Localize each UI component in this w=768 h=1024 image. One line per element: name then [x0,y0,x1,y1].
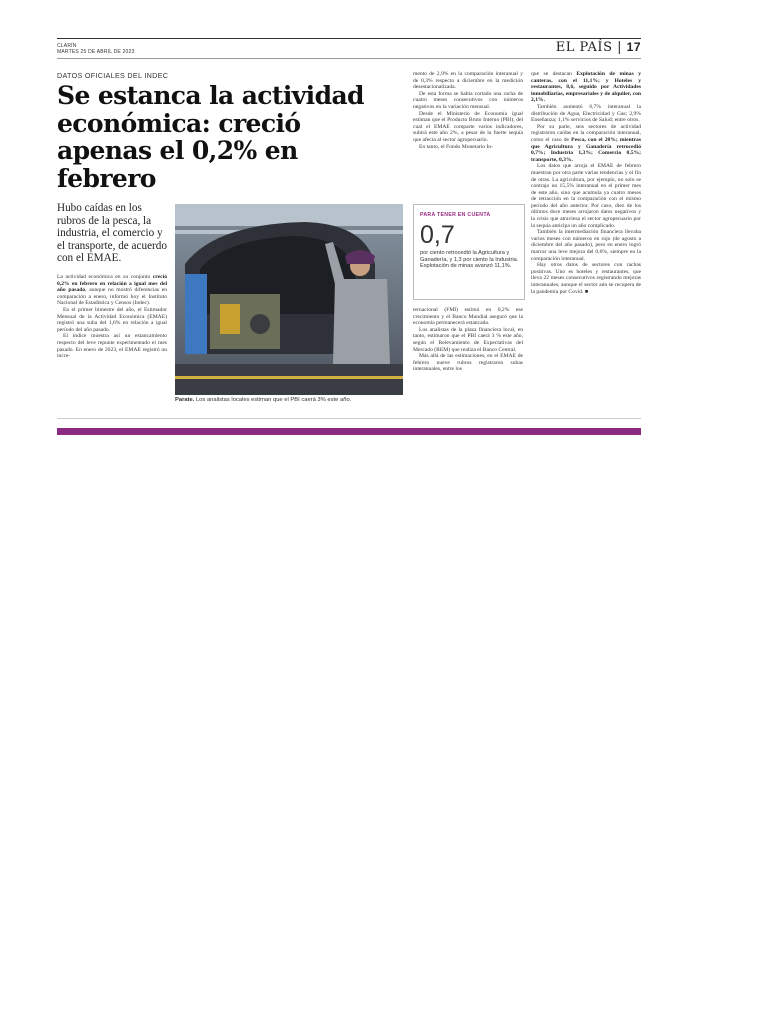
sidebar-box [413,204,525,300]
body-paragraph [531,124,641,164]
text-run: Por su parte, seis sectores de actividad registraron caídas en la comparación interanual, como el caso de [531,123,641,143]
section-color-bar [57,428,641,435]
text-bold-run: Explotación de minas y canteras, con el 11,1%; y Hoteles y restaurantes, 8,6, seguido por Actividades inmobiliarias, empresariales y de alquiler, con 2,1%. [531,71,642,104]
body-paragraph: En el primer bimestre del año, el Estimador Mensual de la Actividad Económica (EMAE) registró una suba del 1,6% en relación a igual período del año pasado. [57,306,167,333]
sidebar-text: por ciento retrocedió la Agricultura y Ganadería, y 1,3 por ciento la Industria. Explotación de minas avanzó 11,1%. [420,250,519,270]
body-column-1 [57,274,167,360]
article-kicker: DATOS OFICIALES DEL INDEC [57,71,169,80]
body-paragraph: En tanto, el Fondo Monetario In- [419,143,493,150]
text-bold-run: Pesca, con el 20%; mientras que Agricultura y Ganadería retrocedió 0,7%; Industria 1,3%; Comercio 0,5%; transporte, 0,3%. [531,136,642,163]
footer-rule [57,418,641,419]
body-paragraph [57,274,167,307]
body-paragraph: ternacional (FMI) estimó en 0,2% ese crecimiento y el Banco Mundial aseguró que la economía permanecerá estancada. [413,307,523,327]
body-paragraph: También la intermediación financiera llevaba varios meses con números en rojo (de agosto a diciembre del año pasado), pero en enero logró marcar una leve mejora del 0,6%, siempre en la comparación interanual. [531,229,641,262]
top-rule [57,38,641,39]
body-paragraph: Hay otros datos de sectores con rachas positivas. Uno es hoteles y restaurantes, que lleva 22 meses consecutivos registrando mejoras interanuales, aunque el sector aún se recupera de la pandemia por Covid. ■ [531,262,641,295]
factory-worker-image [175,204,403,395]
body-paragraph [531,71,641,104]
body-column-3-bottom [413,307,523,373]
body-paragraph: mento de 2,9% en la comparación interanual y de 0,3% respecto a diciembre en la medición desestacionalizada. [413,71,523,91]
masthead-section [556,40,641,55]
text-run: , aunque no mostró diferencias en comparación a enero, informó hoy el Instituto Nacional de Estadística y Censos (Indec). [57,287,167,307]
text-run: que se destacan [531,71,577,77]
caption-text: Los analistas locales estiman que el PBI caerá 3% este año. [194,397,352,403]
body-paragraph: El índice muestra así un estancamiento respecto del leve repunte experimentado el mes pasado. En enero de 2023, el EMAE registró un incre- [57,333,167,360]
caption-label: Parate. [175,397,195,403]
body-paragraph: También aumentó 6,7% interanual la distribución de Agua, Electricidad y Gas; 2,9% Enseñanza; 1,1% servicios de Salud; entre otros. [531,103,641,124]
section-divider: | [612,40,627,55]
body-column-4 [531,71,641,295]
section-name: EL PAÍS [555,40,613,55]
body-paragraph: Desde el Ministerio de Economía igual estiman que el Producto Bruto Interno (PBI), del cual el EMAE comparte varios indicadores, subirá este año 2%, a pesar de la fuerte sequía que afecta al sector agropecuario. [413,110,523,143]
photo-caption [175,397,403,403]
masthead-source-name: CLARÍN [57,43,77,49]
sidebar-title: PARA TENER EN CUENTA [420,212,491,218]
header-rule [57,58,641,59]
sidebar-number: 0,7 [420,221,455,249]
body-paragraph: De esta forma se había cortado una racha de cuatro meses consecutivos con números negativos en la variación mensual. [413,90,523,110]
body-paragraph: Más allá de las estimaciones, en el EMAE de febrero nueve rubros registraron subas interanuales, entre los [413,353,523,373]
article-headline: Se estanca la actividad económica: creció apenas el 0,2% en febrero [57,81,364,193]
masthead-source [57,43,134,55]
article-deck: Hubo caídas en los rubros de la pesca, la industria, el comercio y el transporte, de acuerdo con el EMAE. [57,202,167,265]
text-run: La actividad económica en su conjunto [57,274,153,280]
body-paragraph: Los analistas de la plaza financiera local, en tanto, estimaron que el PBI caerá 3 % este año, según el Relevamiento de Expectativas del Mercado (REM) que realiza el Banco Central. [413,326,523,353]
body-column-3-top [413,71,523,150]
body-paragraph: Los datos que arroja el EMAE de febrero muestran por otra parte varias tendencias y el fin de otras. La agricultura, por ejemplo, no solo se contrajo un 15,5% interanual en el primer mes de este año, sino que acumula ya cuatro meses de retracción en la comparación con el mismo período del año anterior. Por caso, diez de los últimos doce meses arrojaron datos negativos y la crisis que atraviesa el sector agropecuario por la sequía anticipa un año complicado. [531,163,641,229]
text-bold-run: creció 0,2% en febrero en relación a igual mes del año pasado [57,274,167,294]
article-photo [175,204,403,395]
page-number: 17 [626,40,641,54]
masthead-date: MARTES 25 DE ABRIL DE 2023 [57,49,135,55]
